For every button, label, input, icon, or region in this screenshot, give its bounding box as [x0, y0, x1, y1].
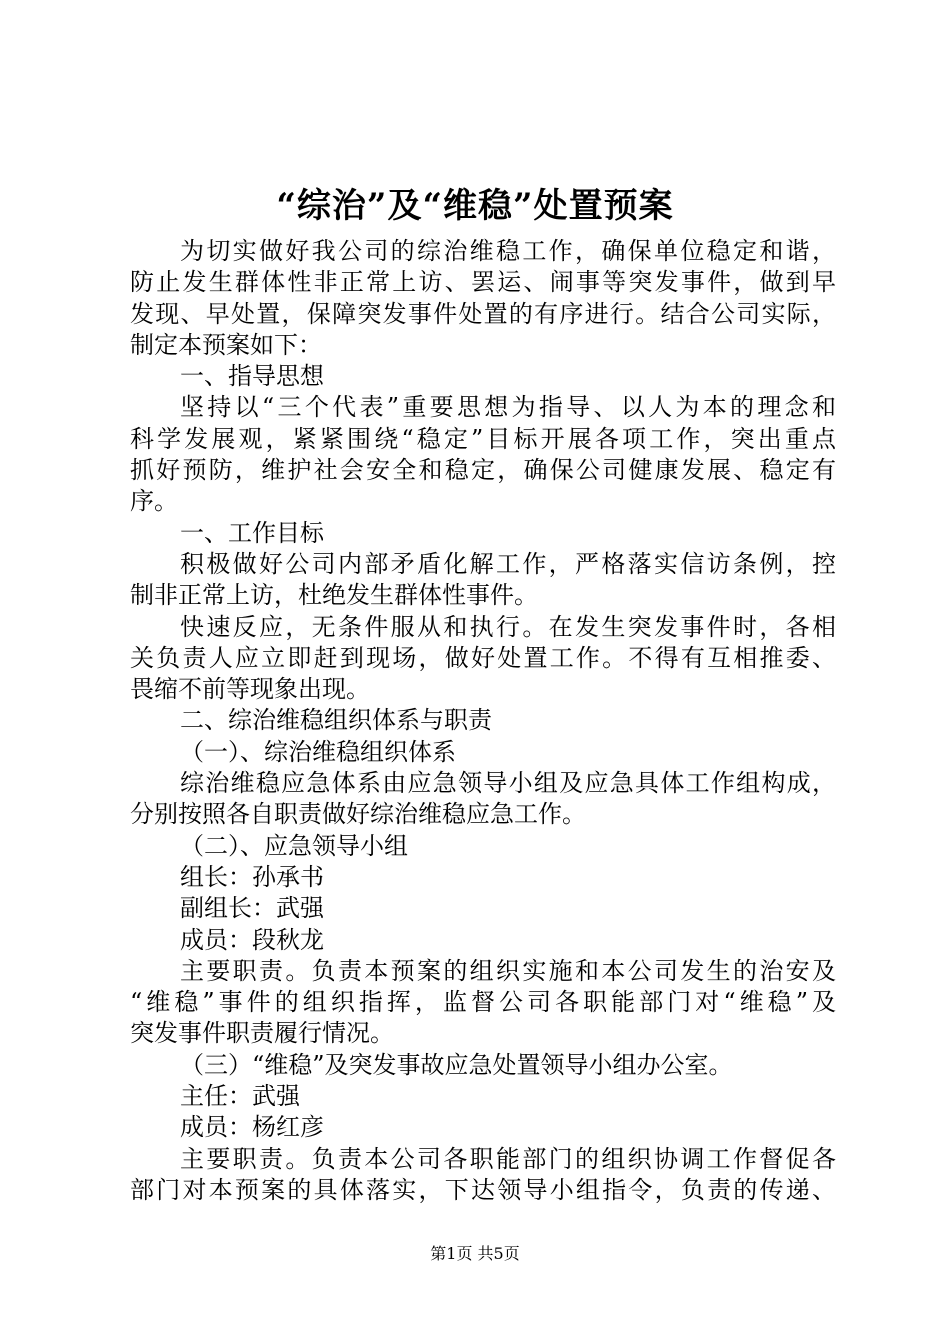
body-text-line: 制非正常上访，杜绝发生群体性事件。: [130, 581, 538, 610]
document-title: “综治”及“维稳”处置预案: [276, 186, 674, 226]
body-text-line: 发现、早处置，保障突发事件处置的有序进行。结合公司实际，: [130, 299, 836, 328]
body-text-line: 综治维稳应急体系由应急领导小组及应急具体工作组构成，: [180, 769, 836, 798]
body-text-line: （一）、综治维稳组织体系: [180, 737, 456, 766]
body-text-line: “维稳”事件的组织指挥，监督公司各职能部门对“维稳”及: [130, 988, 836, 1017]
body-text-line: 序。: [130, 487, 178, 516]
body-text-line: 关负责人应立即赶到现场，做好处置工作。不得有互相推委、: [130, 643, 836, 672]
body-text-line: 一、工作目标: [180, 518, 324, 547]
body-text-line: 抓好预防，维护社会安全和稳定，确保公司健康发展、稳定有: [130, 456, 836, 485]
body-text-line: 主要职责。负责本公司各职能部门的组织协调工作督促各: [180, 1144, 836, 1173]
page-footer: 第1页 共5页: [430, 1244, 520, 1263]
document-body: [130, 236, 836, 1206]
body-text-line: 成员：段秋龙: [180, 925, 324, 954]
body-text-line: 畏缩不前等现象出现。: [130, 675, 370, 704]
body-text-line: 一、指导思想: [180, 362, 324, 391]
body-text-line: 部门对本预案的具体落实，下达领导小组指令，负责的传递、: [130, 1175, 836, 1204]
body-text-line: 为切实做好我公司的综治维稳工作，确保单位稳定和谐，: [180, 237, 836, 265]
body-text-line: 快速反应，无条件服从和执行。在发生突发事件时，各相: [180, 612, 836, 641]
body-text-line: 主任：武强: [180, 1082, 300, 1111]
body-text-line: 副组长：武强: [180, 894, 324, 923]
body-text-line: 积极做好公司内部矛盾化解工作，严格落实信访条例，控: [180, 549, 836, 578]
body-text-line: （二）、应急领导小组: [180, 831, 408, 860]
body-text-line: （三）“维稳”及突发事故应急处置领导小组办公室。: [180, 1050, 733, 1079]
body-text-line: 坚持以“三个代表”重要思想为指导、以人为本的理念和: [180, 393, 836, 422]
body-text-line: 分别按照各自职责做好综治维稳应急工作。: [130, 800, 586, 829]
body-text-line: 科学发展观，紧紧围绕“稳定”目标开展各项工作，突出重点: [130, 424, 836, 453]
body-text-line: 防止发生群体性非正常上访、罢运、闹事等突发事件，做到早: [130, 268, 836, 297]
body-text-line: 二、综治维稳组织体系与职责: [180, 706, 492, 735]
body-text-line: 制定本预案如下：: [130, 330, 322, 359]
body-text-line: 突发事件职责履行情况。: [130, 1019, 394, 1048]
body-text-line: 组长：孙承书: [180, 862, 324, 891]
body-text-line: 主要职责。负责本预案的组织实施和本公司发生的治安及: [180, 956, 836, 985]
body-text-line: 成员：杨红彦: [180, 1113, 324, 1142]
